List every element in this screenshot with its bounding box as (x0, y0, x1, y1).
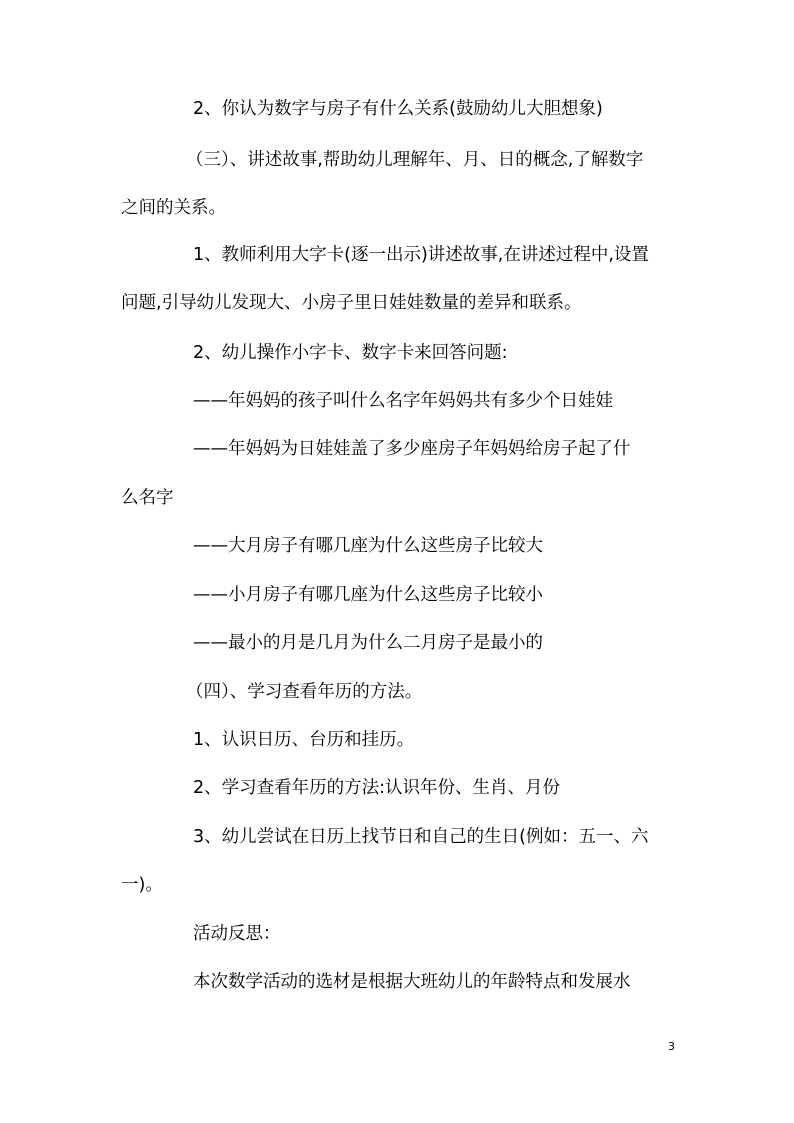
paragraph-line: 1、认识日历、台历和挂历。 (193, 730, 415, 750)
paragraph-line: 本次数学活动的选材是根据大班幼儿的年龄特点和发展水 (193, 972, 631, 992)
paragraph-line: ——大月房子有哪几座为什么这些房子比较大 (193, 536, 543, 556)
paragraph-line: 2、幼儿操作小字卡、数字卡来回答问题: (193, 343, 508, 363)
page-number: 3 (668, 1040, 675, 1053)
paragraph-line: 问题,引导幼儿发现大、小房子里日娃娃数量的差异和联系。 (121, 293, 582, 313)
paragraph-line: 之间的关系。 (121, 198, 226, 218)
paragraph-line: 2、学习查看年历的方法:认识年份、生肖、月份 (193, 778, 561, 798)
paragraph-line: ——年妈妈的孩子叫什么名字年妈妈共有多少个日娃娃 (193, 391, 613, 411)
paragraph-line: ——小月房子有哪几座为什么这些房子比较小 (193, 585, 543, 605)
paragraph-line: 活动反思： (193, 924, 281, 944)
paragraph-line: 2、你认为数字与房子有什么关系(鼓励幼儿大胆想象) (193, 99, 603, 119)
section-heading: （四）、学习查看年历的方法。 (186, 682, 423, 702)
paragraph-line: 3、幼儿尝试在日历上找节日和自己的生日(例如：五一、六 (193, 827, 649, 847)
paragraph-line: ——最小的月是几月为什么二月房子是最小的 (193, 633, 543, 653)
section-heading: （三）、讲述故事,帮助幼儿理解年、月、日的概念,了解数字 (186, 150, 644, 170)
paragraph-line: 1、教师利用大字卡(逐一出示)讲述故事,在讲述过程中,设置 (193, 245, 649, 265)
paragraph-line: 么名字 (121, 488, 174, 508)
paragraph-line: ——年妈妈为日娃娃盖了多少座房子年妈妈给房子起了什 (193, 439, 631, 459)
paragraph-line: 一)。 (121, 875, 163, 895)
